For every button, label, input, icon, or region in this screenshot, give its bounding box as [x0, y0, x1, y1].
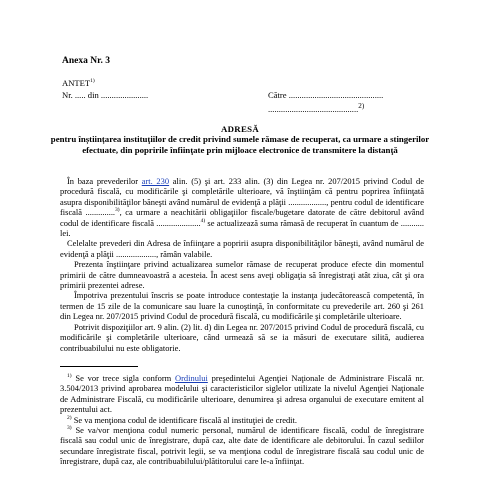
- antet-header: [62, 78, 95, 88]
- title-text: pentru înștiințarea instituţiilor de credit privind sumele rămase de recuperat, ca urmare a stingerilor efectuate, din popririle înfiinţate prin mijloace electronice de transmitere la distanţă: [50, 134, 430, 155]
- paragraph-legal-basis: În baza prevederilor art. 230 alin. (5) şi art. 233 alin. (3) din Legea nr. 207/2015 privind Codul de procedură fiscală, cu modificările şi completările ulterioare, vă înştiinţăm că pentru poprirea înfiinţată asupra disponibilităţilor băneşti având numărul de evidenţă a plăţii .................., pentru codul de identificare fiscală ..............$^{3)}$, ca urmare a neachitării obligaţiilor fiscale/bugetare datorate de către debitorul având codul de identificare fiscală .....................$^{4)}$ se actualizează suma rămasă de recuperat în cuantum de ........... lei.: [60, 176, 425, 239]
- footnote-mark: 1): [90, 78, 95, 85]
- title-heading: ADRESĂ: [221, 124, 259, 134]
- footnote-3: $^{3)}$ Se va/vor menţiona codul numeric personal, numărul de identificare fiscală, codul de înregistrare fiscală sau codul unic de înregistrare, după caz, alte date de identificare ale debitorului. În cazul sediilor secundare înregistrate fiscal, potrivit legii, se va menţiona codul de înregistrare fiscală sau codul unic de înregistrare, după caz, ale contribuabilului/plătitorului care le-a înfiinţat.: [60, 424, 424, 467]
- paragraph-hearing: Potrivit dispoziţiilor art. 9 alin. (2) lit. d) din Legea nr. 207/2015 privind Codul de procedură fiscală, cu modificările şi completările ulterioare, când urmează să se ia măsuri de executare silită, audierea contribuabilului nu este obligatorie.: [60, 321, 424, 353]
- document-title: [50, 124, 430, 155]
- paragraph-contestation: Împotriva prezentului înscris se poate introduce contestaţie la instanţa judecătorească competentă, în termen de 15 zile de la comunicare sau luare la cunoştinţă, în conformitate cu prevederile art. 260 şi 261 din Legea nr. 207/2015 privind Codul de procedură fiscală, cu modificările şi completările ulterioare.: [60, 290, 424, 322]
- footnote-separator: [60, 366, 138, 367]
- recipient-line: Către ............................................: [268, 90, 384, 100]
- document-body: [60, 176, 424, 467]
- footnote-mark: 3): [115, 207, 120, 214]
- paragraph-other-provisions: Celelalte prevederi din Adresa de înfiinţare a popririi asupra disponibilităţilor băneşti, având numărul de evidenţă a plăţii ..................., rămân valabile.: [60, 238, 424, 259]
- annex-title: Anexa Nr. 3: [62, 56, 110, 66]
- footnote-1: $^{1)}$ Se vor trece sigla conform Ordinului preşedintelui Agenţiei Naţionale de Administrare Fiscală nr. 3.504/2013 privind aprobarea modelului şi caracteristicilor siglelor utilizate la nivelul Agenţiei Naţionale de Administrare Fiscală, cu modificările ulterioare, denumirea şi adresa organului de executare emitent al prezentului act.: [60, 372, 425, 415]
- registration-number-line: Nr. ..... din ......................: [62, 90, 149, 100]
- link-ordinului[interactable]: Ordinului: [175, 372, 208, 383]
- link-art-230[interactable]: art. 230: [141, 176, 170, 186]
- footnote-mark: 2): [358, 102, 365, 110]
- footnote-mark: 4): [200, 217, 206, 224]
- footnote-2: $^{2)}$ Se va menţiona codul de identificare fiscală al instituţiei de credit.: [67, 414, 297, 425]
- recipient-line-2: ..........................................$^{2)}$: [268, 102, 365, 114]
- antet-label: ANTET: [62, 78, 91, 88]
- paragraph-effects: Prezenta înştiinţare privind actualizarea sumelor rămase de recuperat produce efecte din momentul primirii de către dumneavoastră a acesteia. În acest sens aveţi obligaţia să înregistraţi atât ziua, cât şi ora primirii prezentei adrese.: [60, 259, 424, 291]
